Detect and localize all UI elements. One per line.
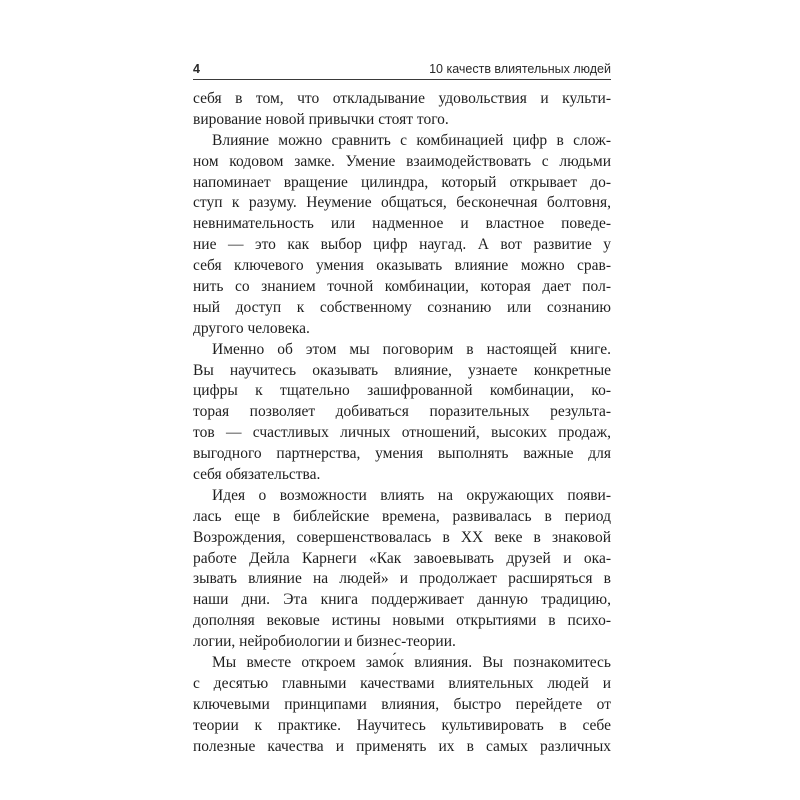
text-line: Возрождения, совершенствовалась в XX веке в знаковой <box>193 528 611 546</box>
text-line: дополняя вековые истины новыми открытиями в психо- <box>193 612 611 630</box>
text-line: ключевыми принципами влияния, быстро перейдете от <box>193 695 611 713</box>
page-number: 4 <box>193 62 200 76</box>
text-line: работе Дейла Карнеги «Как завоевывать друзей и ока- <box>193 549 611 567</box>
text-line: себя ключевого умения оказывать влияние можно срав- <box>193 257 611 275</box>
text-line: торая позволяет добиваться поразительных результа- <box>193 403 611 421</box>
text-line: себя в том, что откладывание удовольствия и культи- <box>193 90 611 107</box>
text-line: цифры к тщательно зашифрованной комбинации, ко- <box>193 382 611 400</box>
text-line: Вы научитесь оказывать влияние, узнаете конкретные <box>193 361 611 379</box>
text-line: наши дни. Эта книга поддерживает данную традицию, <box>193 591 611 609</box>
body-text <box>193 89 611 758</box>
header-divider <box>193 79 611 80</box>
text-line: зывать влияние на людей» и продолжает расширяться в <box>193 570 611 588</box>
text-line: невнимательность или надменное и властное поведе- <box>193 215 611 233</box>
text-line: ный доступ к собственному сознанию или сознанию <box>193 298 611 316</box>
text-line: Мы вместе откроем замо́к влияния. Вы познакомитесь <box>212 654 611 672</box>
text-line: себя обязательства. <box>193 466 321 484</box>
text-line: логии, нейробиологии и бизнес-теории. <box>193 633 456 651</box>
text-line: нить со знанием точной комбинации, которая дает пол- <box>193 278 611 296</box>
text-line: лась еще в библейские времена, развивалась в период <box>193 507 611 525</box>
text-line: Именно об этом мы поговорим в настоящей книге. <box>212 340 611 358</box>
text-line: другого человека. <box>193 319 310 337</box>
text-line: напоминает вращение цилиндра, который открывает до- <box>193 173 611 191</box>
text-line: выгодного партнерства, умения выполнять важные для <box>193 445 611 463</box>
text-line: Идея о возможности влиять на окружающих появи- <box>212 486 611 504</box>
text-line: с десятью главными качествами влиятельных людей и <box>193 674 611 692</box>
page-header <box>193 62 611 78</box>
text-line: ступ к разуму. Неумение общаться, бесконечная болтовня, <box>193 194 611 212</box>
text-line: ние — это как выбор цифр наугад. А вот развитие у <box>193 236 611 254</box>
text-line: тов — счастливых личных отношений, высоких продаж, <box>193 424 611 442</box>
running-title: 10 качеств влиятельных людей <box>429 62 611 76</box>
text-line: Влияние можно сравнить с комбинацией цифр в слож- <box>212 131 611 149</box>
text-line: полезные качества и применять их в самых различных <box>193 737 611 755</box>
text-line: ном кодовом замке. Умение взаимодействовать с людьми <box>193 152 611 170</box>
text-line: теории к практике. Научитесь культивировать в себе <box>193 716 611 734</box>
text-line: вирование новой привычки стоят того. <box>193 110 449 128</box>
